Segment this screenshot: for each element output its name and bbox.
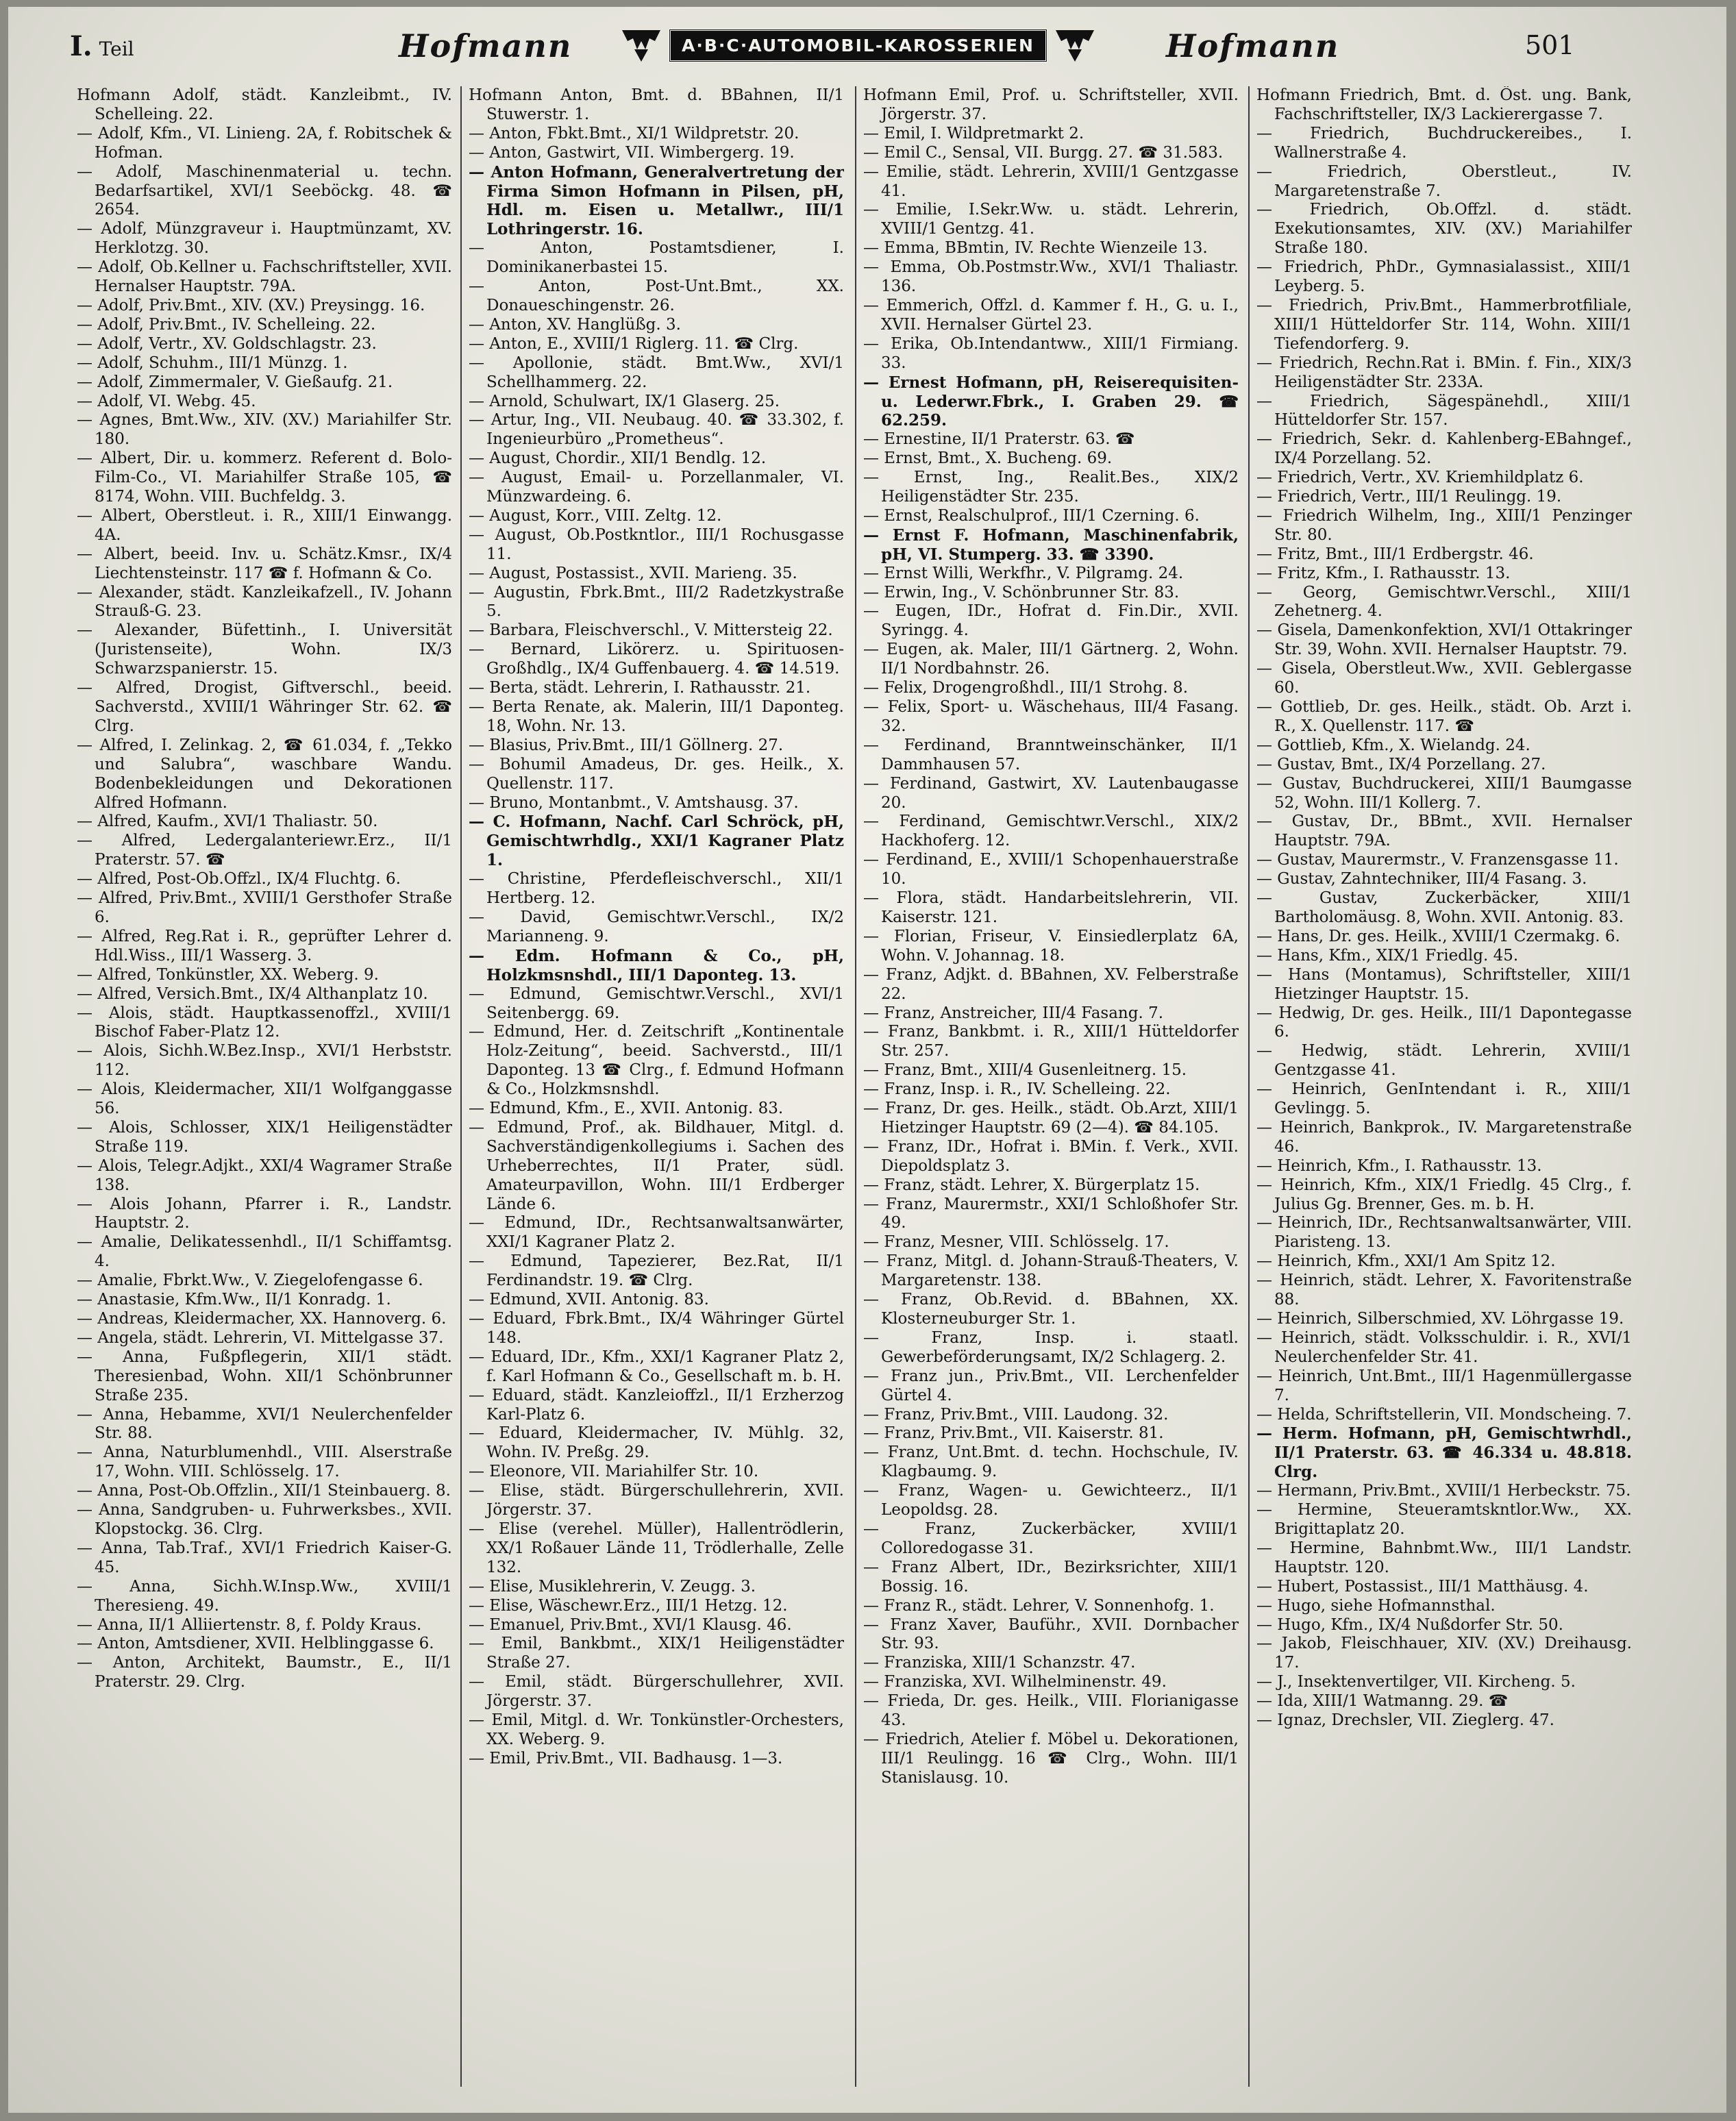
- directory-entry: — Gottlieb, Dr. ges. Heilk., städt. Ob. Arzt i. R., X. Quellenstr. 117. ☎: [1256, 698, 1632, 735]
- directory-entry: — Andreas, Kleidermacher, XX. Hannoverg. 6.: [77, 1310, 447, 1328]
- directory-entry: — Hans, Kfm., XIX/1 Friedlg. 45.: [1256, 946, 1519, 965]
- directory-entry: — Hermine, Bahnbmt.Ww., III/1 Landstr. Hauptstr. 120.: [1256, 1539, 1632, 1576]
- directory-entry: — Alexander, Büfettinh., I. Universität (Juristenseite), Wohn. IX/3 Schwarzspanierstr. 15.: [77, 621, 452, 678]
- directory-entry: — Ernest Hofmann, pH, Reiserequisiten- u. Lederwr.Fbrk., I. Graben 29. ☎ 62.259.: [863, 373, 1239, 430]
- directory-entry: — Ernestine, II/1 Praterstr. 63. ☎: [863, 430, 1135, 449]
- directory-entry: — Elise, städt. Bürgerschullehrerin, XVII. Jörgerstr. 37.: [469, 1482, 844, 1520]
- directory-entry: — Franz, IDr., Hofrat i. BMin. f. Verk., XVII. Diepoldsplatz 3.: [863, 1137, 1239, 1175]
- directory-entry: — Franz, Zuckerbäcker, XVIII/1 Colloredogasse 31.: [863, 1520, 1239, 1557]
- directory-entry: — Friedrich, Ob.Offzl. d. städt. Exekutionsamtes, XIV. (XV.) Mariahilfer Straße 180.: [1256, 201, 1632, 258]
- directory-entry: — Hubert, Postassist., III/1 Matthäusg. 4.: [1256, 1577, 1589, 1596]
- directory-entry: — Eduard, IDr., Kfm., XXI/1 Kagraner Platz 2, f. Karl Hofmann & Co., Gesellschaft m. b. H.: [469, 1348, 844, 1385]
- directory-entry: — Gustav, Zahntechniker, III/4 Fasang. 3.: [1256, 870, 1587, 889]
- directory-entry: — Blasius, Priv.Bmt., III/1 Göllnerg. 27.: [469, 736, 784, 754]
- directory-entry: — Friedrich, Oberstleut., IV. Margaretenstraße 7.: [1256, 162, 1632, 200]
- directory-entry: — Friedrich, Sekr. d. Kahlenberg-EBahngef., IX/4 Porzellang. 52.: [1256, 430, 1632, 468]
- directory-entry: — Franz Albert, IDr., Bezirksrichter, XIII/1 Bossig. 16.: [863, 1558, 1239, 1596]
- directory-entry: — Alexander, städt. Kanzleikafzell., IV. Johann Strauß-G. 23.: [77, 583, 452, 621]
- column-1: [77, 86, 452, 2087]
- directory-entry: — Adolf, Ob.Kellner u. Fachschriftsteller, XVII. Hernalser Hauptstr. 79A.: [77, 258, 452, 296]
- directory-entry: — Agnes, Bmt.Ww., XIV. (XV.) Mariahilfer Str. 180.: [77, 411, 452, 449]
- directory-entry: — Friedrich, Rechn.Rat i. BMin. f. Fin., XIX/3 Heiligenstädter Str. 233A.: [1256, 354, 1632, 391]
- directory-entry: — Alfred, Kaufm., XVI/1 Thaliastr. 50.: [77, 813, 378, 831]
- directory-entry: — Franz, Adjkt. d. BBahnen, XV. Felberstraße 22.: [863, 965, 1239, 1003]
- directory-entry: — Anna, Naturblumenhdl., VIII. Alserstraße 17, Wohn. VIII. Schlösselg. 17.: [77, 1443, 452, 1481]
- directory-entry: — Heinrich, Unt.Bmt., III/1 Hagenmüllergasse 7.: [1256, 1367, 1632, 1404]
- directory-entry: — Emil, Bankbmt., XIX/1 Heiligenstädter Straße 27.: [469, 1635, 844, 1672]
- directory-entry: — Franziska, XIII/1 Schanzstr. 47.: [863, 1654, 1136, 1672]
- directory-entry: — Albert, Oberstleut. i. R., XIII/1 Einwangg. 4A.: [77, 506, 452, 544]
- directory-entry: — Adolf, Priv.Bmt., XIV. (XV.) Preysingg. 16.: [77, 296, 425, 314]
- directory-entry: — Eugen, IDr., Hofrat d. Fin.Dir., XVII. Syringg. 4.: [863, 602, 1239, 640]
- directory-entry: — Hedwig, Dr. ges. Heilk., III/1 Dapontegasse 6.: [1256, 1004, 1632, 1041]
- directory-entry: — Emil, I. Wildpretmarkt 2.: [863, 124, 1084, 142]
- directory-entry: — Anton, Architekt, Baumstr., E., II/1 Praterstr. 29. Clrg.: [77, 1654, 452, 1691]
- directory-entry: — Alfred, Drogist, Giftverschl., beeid. Sachverstd., XVIII/1 Währinger Str. 62. ☎ Clrg.: [77, 679, 452, 735]
- directory-entry: — Alfred, Ledergalanteriewr.Erz., II/1 Praterstr. 57. ☎: [77, 832, 452, 869]
- directory-entry: — David, Gemischtwr.Verschl., IX/2 Marianneng. 9.: [469, 908, 844, 945]
- directory-entry: — Bohumil Amadeus, Dr. ges. Heilk., X. Quellenstr. 117.: [469, 755, 844, 793]
- part-number: I.: [70, 30, 92, 62]
- directory-entry: — Edmund, Her. d. Zeitschrift „Kontinentale Holz-Zeitung“, beeid. Sachverstd., III/1 Daponteg. 13 ☎ Clrg., f. Edmund Hofmann & Co., Holzkmsnshdl.: [469, 1023, 844, 1099]
- directory-entry: — Edmund, Prof., ak. Bildhauer, Mitgl. d. Sachverständigenkollegiums i. Sachen des Urheberrechtes, II/1 Prater, südl. Amateurpavillon, Wohn. III/1 Erdberger Lände 6.: [469, 1118, 844, 1213]
- directory-entry: — Ernst, Ing., Realit.Bes., XIX/2 Heiligenstädter Str. 235.: [863, 469, 1239, 506]
- directory-entry: — Franz, Anstreicher, III/4 Fasang. 7.: [863, 1004, 1164, 1022]
- directory-entry: — Flora, städt. Handarbeitslehrerin, VII. Kaiserstr. 121.: [863, 889, 1239, 926]
- directory-entry: — Friedrich, Buchdruckereibes., I. Wallnerstraße 4.: [1256, 124, 1632, 162]
- directory-entry: — Alois, Telegr.Adjkt., XXI/4 Wagramer Straße 138.: [77, 1156, 452, 1194]
- directory-entry: — Alois, Schlosser, XIX/1 Heiligenstädter Straße 119.: [77, 1118, 452, 1156]
- directory-entry: — Emilie, städt. Lehrerin, XVIII/1 Gentzgasse 41.: [863, 162, 1239, 200]
- directory-entry: — Amalie, Delikatessenhdl., II/1 Schiffamtsg. 4.: [77, 1233, 452, 1271]
- directory-entry: — August, Ob.Postkntlor., III/1 Rochusgasse 11.: [469, 525, 844, 563]
- directory-entry: — Amalie, Fbrkt.Ww., V. Ziegelofengasse 6.: [77, 1272, 423, 1290]
- directory-entry: — Alois, städt. Hauptkassenoffzl., XVIII/1 Bischof Faber-Platz 12.: [77, 1004, 452, 1041]
- directory-entry: — Anton, Postamtsdiener, I. Dominikanerbastei 15.: [469, 239, 844, 277]
- directory-entry: — Adolf, Schuhm., III/1 Münzg. 1.: [77, 354, 348, 372]
- directory-entry: — Emma, Ob.Postmstr.Ww., XVI/1 Thaliastr. 136.: [863, 258, 1239, 296]
- emblem-icon: [1053, 26, 1097, 64]
- directory-entry: — Anna, Fußpflegerin, XII/1 städt. Theresienbad, Wohn. XII/1 Schönbrunner Straße 235.: [77, 1348, 452, 1404]
- directory-entry: — Anton Hofmann, Generalvertretung der Firma Simon Hofmann in Pilsen, pH, Hdl. m. Eisen u. Metallwr., III/1 Lothringerstr. 16.: [469, 162, 844, 239]
- directory-entry: — Anton, XV. Hanglüßg. 3.: [469, 315, 681, 334]
- directory-entry: — Franz, Priv.Bmt., VII. Kaiserstr. 81.: [863, 1424, 1164, 1443]
- directory-entry: — Gustav, Maurermstr., V. Franzensgasse 11.: [1256, 851, 1619, 869]
- running-head-right: Hofmann: [1166, 27, 1340, 64]
- directory-entry: — Erika, Ob.Intendantww., XIII/1 Firmiang. 33.: [863, 334, 1239, 372]
- directory-entry: — Franz, Priv.Bmt., VIII. Laudong. 32.: [863, 1405, 1169, 1424]
- directory-entry: — Helda, Schriftstellerin, VII. Mondscheing. 7.: [1256, 1405, 1632, 1424]
- directory-entry: — Friedrich, Atelier f. Möbel u. Dekorationen, III/1 Reulingg. 16 ☎ Clrg., Wohn. III/1 Stanislausg. 10.: [863, 1730, 1239, 1787]
- directory-entry: — Alfred, Versich.Bmt., IX/4 Althanplatz 10.: [77, 984, 428, 1003]
- directory-entry: — Heinrich, Kfm., XXI/1 Am Spitz 12.: [1256, 1252, 1556, 1271]
- page-header: [8, 7, 1726, 82]
- directory-entry: — C. Hofmann, Nachf. Carl Schröck, pH, Gemischtwrhdlg., XXI/1 Kagraner Platz 1.: [469, 813, 844, 870]
- directory-entry: — Ferdinand, Gastwirt, XV. Lautenbaugasse 20.: [863, 774, 1239, 812]
- directory-entry: — Jakob, Fleischhauer, XIV. (XV.) Dreihausg. 17.: [1256, 1635, 1632, 1672]
- directory-entry: — Franz, städt. Lehrer, X. Bürgerplatz 15.: [863, 1176, 1200, 1194]
- directory-entry: — Franz, Bmt., XIII/4 Gusenleitnerg. 15.: [863, 1061, 1187, 1080]
- directory-entry: — Georg, Gemischtwr.Verschl., XIII/1 Zehetnerg. 4.: [1256, 583, 1632, 621]
- directory-entry: — Gottlieb, Kfm., X. Wielandg. 24.: [1256, 736, 1530, 754]
- directory-entry: — Emmerich, Offzl. d. Kammer f. H., G. u. I., XVII. Hernalser Gürtel 23.: [863, 296, 1239, 334]
- directory-entry: — Anton, Gastwirt, VII. Wimbergerg. 19.: [469, 143, 795, 162]
- directory-entry: — Gustav, Bmt., IX/4 Porzellang. 27.: [1256, 755, 1546, 773]
- directory-entry: — Alfred, Priv.Bmt., XVIII/1 Gersthofer Straße 6.: [77, 889, 452, 926]
- directory-entry: — Gisela, Oberstleut.Ww., XVII. Geblergasse 60.: [1256, 660, 1632, 697]
- column-4: [1248, 86, 1632, 2087]
- directory-entry: — Hugo, siehe Hofmannsthal.: [1256, 1596, 1496, 1615]
- directory-entry: — Adolf, Münzgraveur i. Hauptmünzamt, XV. Herklotzg. 30.: [77, 220, 452, 258]
- page-number: 501: [1525, 30, 1575, 60]
- directory-entry: Hofmann Emil, Prof. u. Schriftsteller, XVII. Jörgerstr. 37.: [863, 86, 1239, 123]
- directory-entry: — Emanuel, Priv.Bmt., XVI/1 Klausg. 46.: [469, 1615, 792, 1634]
- directory-entry: — Alfred, Reg.Rat i. R., geprüfter Lehrer d. Hdl.Wiss., III/1 Wasserg. 3.: [77, 927, 452, 965]
- directory-entry: — Anton, Fbkt.Bmt., XI/1 Wildpretstr. 20.: [469, 124, 799, 142]
- column-2: [460, 86, 844, 2087]
- directory-entry: — Anton, Amtsdiener, XVII. Helblinggasse 6.: [77, 1635, 434, 1653]
- directory-entry: — Franz, Ob.Revid. d. BBahnen, XX. Klosterneuburger Str. 1.: [863, 1291, 1239, 1328]
- directory-entry: — Berta Renate, ak. Malerin, III/1 Daponteg. 18, Wohn. Nr. 13.: [469, 698, 844, 735]
- directory-entry: — Gustav, Dr., BBmt., XVII. Hernalser Hauptstr. 79A.: [1256, 813, 1632, 850]
- directory-entry: — Edmund, IDr., Rechtsanwaltsanwärter, XXI/1 Kagraner Platz 2.: [469, 1214, 844, 1252]
- directory-entry: — Anna, Sichh.W.Insp.Ww., XVIII/1 Theresieng. 49.: [77, 1577, 452, 1615]
- directory-columns: [77, 86, 1687, 2087]
- directory-entry: — Alois Johann, Pfarrer i. R., Landstr. Hauptstr. 2.: [77, 1195, 452, 1232]
- directory-entry: — Apollonie, städt. Bmt.Ww., XVI/1 Schellhammerg. 22.: [469, 354, 844, 391]
- directory-entry: — Heinrich, Bankprok., IV. Margaretenstraße 46.: [1256, 1118, 1632, 1156]
- directory-entry: — Augustin, Fbrk.Bmt., III/2 Radetzkystraße 5.: [469, 583, 844, 621]
- directory-entry: — Franz, Bankbmt. i. R., XIII/1 Hütteldorfer Str. 257.: [863, 1023, 1239, 1060]
- directory-entry: — Anastasie, Kfm.Ww., II/1 Konradg. 1.: [77, 1291, 391, 1309]
- directory-entry: — Anna, Post-Ob.Offzlin., XII/1 Steinbauerg. 8.: [77, 1482, 451, 1500]
- directory-entry: — Albert, Dir. u. kommerz. Referent d. Bolo-Film-Co., VI. Mariahilfer Straße 105, ☎ 8174, Wohn. VIII. Buchfeldg. 3.: [77, 449, 452, 506]
- part-word: Teil: [99, 38, 134, 60]
- directory-entry: — Bruno, Montanbmt., V. Amtshausg. 37.: [469, 793, 799, 812]
- directory-entry: — Fritz, Bmt., III/1 Erdbergstr. 46.: [1256, 545, 1534, 563]
- directory-entry: — Heinrich, GenIntendant i. R., XIII/1 Gevlingg. 5.: [1256, 1080, 1632, 1118]
- directory-entry: — Elise, Wäschewr.Erz., III/1 Hetzg. 12.: [469, 1596, 788, 1615]
- directory-entry: — Albert, beeid. Inv. u. Schätz.Kmsr., IX/4 Liechtensteinstr. 117 ☎ f. Hofmann & Co.: [77, 545, 452, 582]
- directory-entry: — August, Email- u. Porzellanmaler, VI. Münzwardeing. 6.: [469, 469, 844, 506]
- directory-entry: — Hans, Dr. ges. Heilk., XVIII/1 Czermakg. 6.: [1256, 927, 1620, 945]
- directory-entry: — Alfred, I. Zelinkag. 2, ☎ 61.034, f. „Tekko und Salubra“, waschbare Wandu. Bodenbekleidungen und Dekorationen Alfred Hofmann.: [77, 736, 452, 812]
- directory-entry: — Ernst F. Hofmann, Maschinenfabrik, pH, VI. Stumperg. 33. ☎ 3390.: [863, 525, 1239, 564]
- directory-entry: — Hedwig, städt. Lehrerin, XVIII/1 Gentzgasse 41.: [1256, 1042, 1632, 1080]
- directory-entry: — Franz jun., Priv.Bmt., VII. Lerchenfelder Gürtel 4.: [863, 1367, 1239, 1404]
- directory-entry: — Friedrich, Vertr., XV. Kriemhildplatz 6.: [1256, 469, 1584, 487]
- directory-entry: — Friedrich, PhDr., Gymnasialassist., XIII/1 Leyberg. 5.: [1256, 258, 1632, 296]
- directory-entry: — Franz, Mesner, VIII. Schlösselg. 17.: [863, 1233, 1169, 1252]
- directory-entry: — Eleonore, VII. Mariahilfer Str. 10.: [469, 1463, 759, 1481]
- directory-entry: — Hermine, Steueramtskntlor.Ww., XX. Brigittaplatz 20.: [1256, 1501, 1632, 1538]
- directory-entry: — Emil C., Sensal, VII. Burgg. 27. ☎ 31.583.: [863, 143, 1224, 162]
- directory-entry: — Heinrich, IDr., Rechtsanwaltsanwärter, VIII. Piaristeng. 13.: [1256, 1214, 1632, 1252]
- directory-entry: — Christine, Pferdefleischverschl., XII/1 Hertberg. 12.: [469, 870, 844, 908]
- directory-entry: — Franz Xaver, Bauführ., XVII. Dornbacher Str. 93.: [863, 1615, 1239, 1653]
- directory-entry: — Friedrich, Sägespänehdl., XIII/1 Hütteldorfer Str. 157.: [1256, 392, 1632, 430]
- directory-entry: — Felix, Drogengroßhdl., III/1 Strohg. 8.: [863, 679, 1189, 697]
- directory-entry: — Ernst, Bmt., X. Bucheng. 69.: [863, 449, 1113, 468]
- directory-entry: — Anton, E., XVIII/1 Riglerg. 11. ☎ Clrg.: [469, 334, 799, 353]
- directory-entry: — Eduard, Kleidermacher, IV. Mühlg. 32, Wohn. IV. Preßg. 29.: [469, 1424, 844, 1462]
- directory-entry: — J., Insektenvertilger, VII. Kircheng. 5.: [1256, 1673, 1576, 1691]
- banner-text: A·B·C·AUTOMOBIL-KAROSSERIEN: [669, 29, 1047, 62]
- directory-entry: — Friedrich, Vertr., III/1 Reulingg. 19.: [1256, 488, 1562, 506]
- directory-entry: — Friedrich, Priv.Bmt., Hammerbrotfiliale, XIII/1 Hütteldorfer Str. 114, Wohn. XIII/1 Tiefendorferg. 9.: [1256, 296, 1632, 353]
- directory-entry: — August, Postassist., XVII. Marieng. 35.: [469, 564, 797, 582]
- directory-entry: — Alois, Kleidermacher, XII/1 Wolfganggasse 56.: [77, 1080, 452, 1118]
- directory-entry: — Ida, XIII/1 Watmanng. 29. ☎: [1256, 1692, 1509, 1711]
- directory-entry: — Arnold, Schulwart, IX/1 Glaserg. 25.: [469, 392, 780, 410]
- directory-entry: — August, Chordir., XII/1 Bendlg. 12.: [469, 449, 767, 468]
- directory-entry: — Gustav, Buchdruckerei, XIII/1 Baumgasse 52, Wohn. III/1 Kollerg. 7.: [1256, 774, 1632, 812]
- directory-entry: — Emil, Mitgl. d. Wr. Tonkünstler-Orchesters, XX. Weberg. 9.: [469, 1711, 844, 1748]
- directory-entry: Hofmann Friedrich, Bmt. d. Öst. ung. Bank, Fachschriftsteller, IX/3 Lackierergasse 7.: [1256, 86, 1632, 123]
- directory-entry: — Emma, BBmtin, IV. Rechte Wienzeile 13.: [863, 239, 1208, 258]
- directory-entry: — Ferdinand, E., XVIII/1 Schopenhauerstraße 10.: [863, 851, 1239, 889]
- directory-entry: — Gustav, Zuckerbäcker, XIII/1 Bartholomäusg. 8, Wohn. XVII. Antonig. 83.: [1256, 889, 1632, 926]
- directory-page: [8, 7, 1726, 2113]
- directory-entry: — Emil, Priv.Bmt., VII. Badhausg. 1—3.: [469, 1749, 783, 1768]
- directory-entry: Hofmann Adolf, städt. Kanzleibmt., IV. Schelleing. 22.: [77, 86, 452, 123]
- directory-entry: — Adolf, VI. Webg. 45.: [77, 392, 256, 410]
- directory-entry: — Franziska, XVI. Wilhelminenstr. 49.: [863, 1673, 1167, 1691]
- directory-entry: — Berta, städt. Lehrerin, I. Rathausstr. 21.: [469, 679, 811, 697]
- directory-entry: — Ignaz, Drechsler, VII. Zieglerg. 47.: [1256, 1711, 1554, 1730]
- directory-entry: — Elise (verehel. Müller), Hallentrödlerin, XX/1 Roßauer Lände 11, Trödlerhalle, Zelle 132.: [469, 1520, 844, 1576]
- directory-entry: — Heinrich, städt. Lehrer, X. Favoritenstraße 88.: [1256, 1272, 1632, 1309]
- directory-entry: — Frieda, Dr. ges. Heilk., VIII. Florianigasse 43.: [863, 1692, 1239, 1730]
- directory-entry: — Edmund, XVII. Antonig. 83.: [469, 1291, 709, 1309]
- directory-entry: — Franz, Wagen- u. Gewichteerz., II/1 Leopoldsg. 28.: [863, 1482, 1239, 1520]
- directory-entry: — Eduard, Fbrk.Bmt., IX/4 Währinger Gürtel 148.: [469, 1310, 844, 1347]
- directory-entry: — Franz, Mitgl. d. Johann-Strauß-Theaters, V. Margaretenstr. 138.: [863, 1252, 1239, 1290]
- directory-entry: — Anna, Sandgruben- u. Fuhrwerksbes., XVII. Klopstockg. 36. Clrg.: [77, 1501, 452, 1538]
- directory-entry: — Anna, II/1 Alliiertenstr. 8, f. Poldy Kraus.: [77, 1615, 422, 1634]
- directory-entry: — Ernst, Realschulprof., III/1 Czerning. 6.: [863, 506, 1200, 525]
- directory-entry: — Heinrich, Kfm., I. Rathausstr. 13.: [1256, 1156, 1542, 1175]
- directory-entry: — Adolf, Maschinenmaterial u. techn. Bedarfsartikel, XVI/1 Seeböckg. 48. ☎ 2654.: [77, 162, 452, 219]
- directory-entry: — Bernard, Likörerz. u. Spirituosen-Großhdlg., IX/4 Guffenbauerg. 4. ☎ 14.519.: [469, 641, 844, 678]
- directory-entry: — Emilie, I.Sekr.Ww. u. städt. Lehrerin, XVIII/1 Gentzg. 41.: [863, 201, 1239, 238]
- directory-entry: — Franz, Unt.Bmt. d. techn. Hochschule, IV. Klagbaumg. 9.: [863, 1443, 1239, 1481]
- directory-entry: — Florian, Friseur, V. Einsiedlerplatz 6A, Wohn. V. Johannag. 18.: [863, 927, 1239, 965]
- directory-entry: — Ferdinand, Branntweinschänker, II/1 Dammhausen 57.: [863, 736, 1239, 773]
- directory-entry: — Eduard, städt. Kanzleioffzl., II/1 Erzherzog Karl-Platz 6.: [469, 1386, 844, 1424]
- directory-entry: — Heinrich, Kfm., XIX/1 Friedlg. 45 Clrg., f. Julius Gg. Brenner, Ges. m. b. H.: [1256, 1176, 1632, 1213]
- directory-entry: — Edmund, Gemischtwr.Verschl., XVI/1 Seitenbergg. 69.: [469, 984, 844, 1022]
- directory-entry: — Edmund, Tapezierer, Bez.Rat, II/1 Ferdinandstr. 19. ☎ Clrg.: [469, 1252, 844, 1290]
- directory-entry: — Gisela, Damenkonfektion, XVI/1 Ottakringer Str. 39, Wohn. XVII. Hernalser Hauptstr. 79.: [1256, 621, 1632, 659]
- directory-entry: — Franz R., städt. Lehrer, V. Sonnenhofg. 1.: [863, 1596, 1215, 1615]
- directory-entry: — Adolf, Priv.Bmt., IV. Schelleing. 22.: [77, 315, 376, 334]
- directory-entry: — August, Korr., VIII. Zeltg. 12.: [469, 506, 722, 525]
- directory-entry: — Angela, städt. Lehrerin, VI. Mittelgasse 37.: [77, 1328, 444, 1347]
- directory-entry: — Alois, Sichh.W.Bez.Insp., XVI/1 Herbststr. 112.: [77, 1042, 452, 1080]
- directory-entry: — Franz, Insp. i. staatl. Gewerbeförderungsamt, IX/2 Schlagerg. 2.: [863, 1328, 1239, 1366]
- directory-entry: — Felix, Sport- u. Wäschehaus, III/4 Fasang. 32.: [863, 698, 1239, 735]
- directory-entry: — Hermann, Priv.Bmt., XVIII/1 Herbeckstr. 75.: [1256, 1482, 1631, 1500]
- directory-entry: — Adolf, Vertr., XV. Goldschlagstr. 23.: [77, 334, 377, 353]
- directory-entry: — Anna, Hebamme, XVI/1 Neulerchenfelder Str. 88.: [77, 1405, 452, 1443]
- directory-entry: — Anna, Tab.Traf., XVI/1 Friedrich Kaiser-G. 45.: [77, 1539, 452, 1576]
- directory-entry: — Adolf, Kfm., VI. Linieng. 2A, f. Robitschek & Hofman.: [77, 124, 452, 162]
- directory-entry: — Heinrich, städt. Volksschuldir. i. R., XVI/1 Neulerchenfelder Str. 41.: [1256, 1328, 1632, 1366]
- directory-entry: — Alfred, Post-Ob.Offzl., IX/4 Fluchtg. 6.: [77, 870, 401, 889]
- directory-entry: — Hans (Montamus), Schriftsteller, XIII/1 Hietzinger Hauptstr. 15.: [1256, 965, 1632, 1003]
- emblem-icon: [619, 26, 663, 64]
- directory-entry: — Anton, Post-Unt.Bmt., XX. Donaueschingenstr. 26.: [469, 277, 844, 314]
- directory-entry: — Elise, Musiklehrerin, V. Zeugg. 3.: [469, 1577, 756, 1596]
- advertisement-banner: [619, 26, 1097, 64]
- directory-entry: — Herm. Hofmann, pH, Gemischtwrhdl., II/1 Praterstr. 63. ☎ 46.334 u. 48.818. Clrg.: [1256, 1424, 1632, 1482]
- directory-entry: — Artur, Ing., VII. Neubaug. 40. ☎ 33.302, f. Ingenieurbüro „Prometheus“.: [469, 411, 844, 449]
- directory-entry: — Adolf, Zimmermaler, V. Gießaufg. 21.: [77, 373, 393, 391]
- directory-entry: — Eugen, ak. Maler, III/1 Gärtnerg. 2, Wohn. II/1 Nordbahnstr. 26.: [863, 641, 1239, 678]
- directory-entry: — Alfred, Tonkünstler, XX. Weberg. 9.: [77, 965, 379, 984]
- column-3: [855, 86, 1239, 2087]
- directory-entry: — Ernst Willi, Werkfhr., V. Pilgramg. 24.: [863, 564, 1184, 582]
- directory-entry: — Heinrich, Silberschmied, XV. Löhrgasse 19.: [1256, 1310, 1624, 1328]
- directory-entry: — Erwin, Ing., V. Schönbrunner Str. 83.: [863, 583, 1180, 601]
- directory-entry: — Fritz, Kfm., I. Rathausstr. 13.: [1256, 564, 1511, 582]
- directory-entry: — Hugo, Kfm., IX/4 Nußdorfer Str. 50.: [1256, 1615, 1563, 1634]
- directory-entry: — Edmund, Kfm., E., XVII. Antonig. 83.: [469, 1100, 784, 1118]
- directory-entry: — Edm. Hofmann & Co., pH, Holzkmsnshdl., III/1 Daponteg. 13.: [469, 946, 844, 984]
- directory-entry: — Franz, Maurermstr., XXI/1 Schloßhofer Str. 49.: [863, 1195, 1239, 1232]
- directory-entry: — Franz, Insp. i. R., IV. Schelleing. 22.: [863, 1080, 1171, 1099]
- directory-entry: — Friedrich Wilhelm, Ing., XIII/1 Penzinger Str. 80.: [1256, 506, 1632, 544]
- directory-entry: — Franz, Dr. ges. Heilk., städt. Ob.Arzt, XIII/1 Hietzinger Hauptstr. 69 (2—4). ☎ 84.105.: [863, 1100, 1239, 1137]
- part-label: [70, 30, 134, 62]
- directory-entry: — Ferdinand, Gemischtwr.Verschl., XIX/2 Hackhoferg. 12.: [863, 813, 1239, 850]
- directory-entry: Hofmann Anton, Bmt. d. BBahnen, II/1 Stuwerstr. 1.: [469, 86, 844, 123]
- directory-entry: — Emil, städt. Bürgerschullehrer, XVII. Jörgerstr. 37.: [469, 1673, 844, 1711]
- running-head-left: Hofmann: [399, 27, 573, 64]
- directory-entry: — Barbara, Fleischverschl., V. Mittersteig 22.: [469, 621, 833, 640]
